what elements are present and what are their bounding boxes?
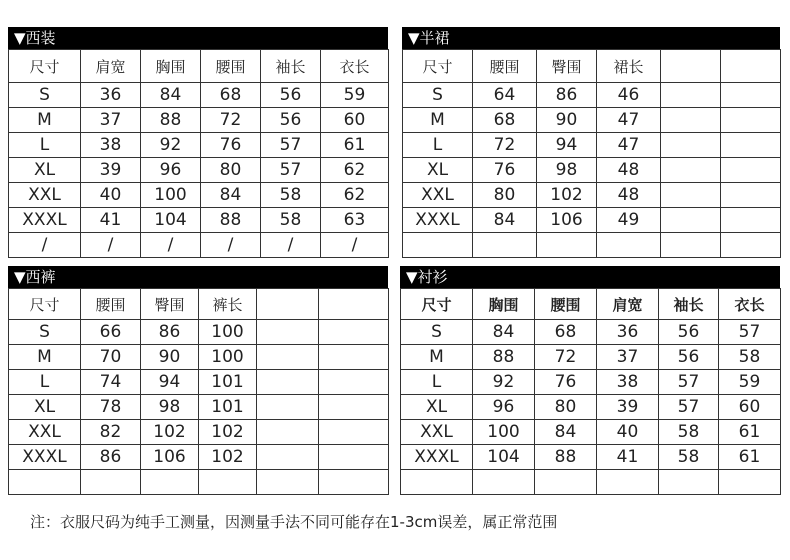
measurement-cell xyxy=(661,208,721,233)
column-header: 腰围 xyxy=(201,50,261,83)
measurement-cell: 84 xyxy=(473,320,535,345)
measurement-cell: 40 xyxy=(597,420,659,445)
measurement-cell: 100 xyxy=(141,183,201,208)
size-label-cell: L xyxy=(401,370,473,395)
size-label-cell: L xyxy=(403,133,473,158)
measurement-cell: 98 xyxy=(141,395,199,420)
measurement-cell: 48 xyxy=(597,158,661,183)
measurement-cell xyxy=(319,420,389,445)
size-label-cell: XL xyxy=(403,158,473,183)
measurement-cell: 41 xyxy=(81,208,141,233)
table-row xyxy=(9,370,389,395)
measurement-cell: 90 xyxy=(537,108,597,133)
measurement-cell xyxy=(257,370,319,395)
measurement-cell: 104 xyxy=(141,208,201,233)
measurement-cell: / xyxy=(201,233,261,258)
size-label-cell: M xyxy=(403,108,473,133)
column-header: 衣长 xyxy=(719,289,781,320)
measurement-cell xyxy=(535,470,597,495)
measurement-cell: 70 xyxy=(81,345,141,370)
measurement-cell: 57 xyxy=(261,158,321,183)
measurement-cell: 76 xyxy=(535,370,597,395)
measurement-cell xyxy=(721,233,781,258)
measurement-cell: 61 xyxy=(719,445,781,470)
measurement-cell: 88 xyxy=(473,345,535,370)
size-label-cell: XL xyxy=(9,395,81,420)
table-row xyxy=(9,470,389,495)
measurement-cell xyxy=(319,320,389,345)
measurement-cell: 80 xyxy=(535,395,597,420)
shirt-size-panel xyxy=(400,266,780,495)
measurement-cell xyxy=(661,83,721,108)
size-label-cell: S xyxy=(403,83,473,108)
measurement-cell: 64 xyxy=(473,83,537,108)
measurement-cell xyxy=(473,470,535,495)
table-row xyxy=(401,345,781,370)
measurement-cell: 49 xyxy=(597,208,661,233)
measurement-cell: 102 xyxy=(537,183,597,208)
measurement-cell: 102 xyxy=(199,445,257,470)
measurement-cell: 66 xyxy=(81,320,141,345)
skirt-size-panel xyxy=(402,27,780,258)
table-row xyxy=(403,183,781,208)
measurement-cell: 41 xyxy=(597,445,659,470)
measurement-footnote: 注：衣服尺码为纯手工测量，因测量手法不同可能存在1-3cm误差，属正常范围 xyxy=(30,513,558,531)
measurement-cell: 78 xyxy=(81,395,141,420)
measurement-cell: 57 xyxy=(261,133,321,158)
measurement-cell: 47 xyxy=(597,108,661,133)
measurement-cell: 58 xyxy=(261,208,321,233)
table-header-row xyxy=(401,289,781,320)
size-label-cell: XXL xyxy=(9,420,81,445)
column-header: 臀围 xyxy=(537,50,597,83)
size-label-cell: L xyxy=(9,370,81,395)
measurement-cell: 88 xyxy=(141,108,201,133)
size-label-cell: L xyxy=(9,133,81,158)
column-header: 腰围 xyxy=(81,289,141,320)
measurement-cell: 38 xyxy=(81,133,141,158)
shirt-table-title: ▼衬衫 xyxy=(400,266,780,288)
table-header-row xyxy=(403,50,781,83)
measurement-cell: 84 xyxy=(535,420,597,445)
measurement-cell: 36 xyxy=(597,320,659,345)
measurement-cell: 72 xyxy=(473,133,537,158)
measurement-cell: 84 xyxy=(201,183,261,208)
measurement-cell xyxy=(537,233,597,258)
measurement-cell: 62 xyxy=(321,183,389,208)
table-row xyxy=(9,233,389,258)
table-row xyxy=(401,445,781,470)
size-label-cell: XL xyxy=(9,158,81,183)
table-row xyxy=(9,83,389,108)
measurement-cell: 84 xyxy=(141,83,201,108)
size-label-cell: XXXL xyxy=(9,445,81,470)
measurement-cell: 56 xyxy=(261,83,321,108)
table-row xyxy=(401,370,781,395)
size-label-cell: XXL xyxy=(401,420,473,445)
measurement-cell: 60 xyxy=(321,108,389,133)
measurement-cell: 84 xyxy=(473,208,537,233)
size-label-cell: S xyxy=(9,83,81,108)
table-row xyxy=(401,470,781,495)
measurement-cell: 57 xyxy=(719,320,781,345)
measurement-cell: 59 xyxy=(719,370,781,395)
measurement-cell: 106 xyxy=(141,445,199,470)
measurement-cell: 39 xyxy=(81,158,141,183)
measurement-cell: / xyxy=(261,233,321,258)
size-label-cell: S xyxy=(401,320,473,345)
measurement-cell: 92 xyxy=(473,370,535,395)
column-header: 腰围 xyxy=(535,289,597,320)
measurement-cell: 94 xyxy=(537,133,597,158)
table-row xyxy=(403,133,781,158)
measurement-cell: 102 xyxy=(141,420,199,445)
column-header xyxy=(257,289,319,320)
table-row xyxy=(9,345,389,370)
measurement-cell: 56 xyxy=(261,108,321,133)
measurement-cell xyxy=(141,470,199,495)
measurement-cell: / xyxy=(321,233,389,258)
table-row xyxy=(9,320,389,345)
measurement-cell xyxy=(257,420,319,445)
size-label-cell: M xyxy=(401,345,473,370)
measurement-cell: 72 xyxy=(535,345,597,370)
measurement-cell: 61 xyxy=(321,133,389,158)
measurement-cell xyxy=(721,183,781,208)
suit-size-table xyxy=(8,49,389,258)
table-row xyxy=(403,208,781,233)
measurement-cell: 94 xyxy=(141,370,199,395)
measurement-cell xyxy=(661,158,721,183)
measurement-cell: 68 xyxy=(473,108,537,133)
table-row xyxy=(9,183,389,208)
measurement-cell xyxy=(597,233,661,258)
measurement-cell xyxy=(319,445,389,470)
measurement-cell: 60 xyxy=(719,395,781,420)
table-header-row xyxy=(9,289,389,320)
measurement-cell xyxy=(661,133,721,158)
measurement-cell xyxy=(661,233,721,258)
measurement-cell xyxy=(319,395,389,420)
measurement-cell: 36 xyxy=(81,83,141,108)
measurement-cell: 48 xyxy=(597,183,661,208)
measurement-cell xyxy=(199,470,257,495)
table-row xyxy=(9,208,389,233)
measurement-cell xyxy=(257,470,319,495)
measurement-cell: 88 xyxy=(201,208,261,233)
column-header: 袖长 xyxy=(659,289,719,320)
measurement-cell: 88 xyxy=(535,445,597,470)
shirt-size-table xyxy=(400,288,781,495)
measurement-cell: 37 xyxy=(81,108,141,133)
measurement-cell: 59 xyxy=(321,83,389,108)
measurement-cell: 86 xyxy=(141,320,199,345)
measurement-cell xyxy=(319,370,389,395)
measurement-cell xyxy=(721,108,781,133)
measurement-cell: / xyxy=(141,233,201,258)
table-row xyxy=(9,420,389,445)
measurement-cell: 62 xyxy=(321,158,389,183)
size-label-cell: XXXL xyxy=(403,208,473,233)
measurement-cell: 86 xyxy=(537,83,597,108)
measurement-cell: 61 xyxy=(719,420,781,445)
measurement-cell: 38 xyxy=(597,370,659,395)
measurement-cell xyxy=(721,83,781,108)
measurement-cell: 101 xyxy=(199,370,257,395)
measurement-cell xyxy=(719,470,781,495)
table-row xyxy=(403,83,781,108)
measurement-cell: 100 xyxy=(473,420,535,445)
size-label-cell: S xyxy=(9,320,81,345)
column-header: 肩宽 xyxy=(81,50,141,83)
measurement-cell: 58 xyxy=(719,345,781,370)
skirt-table-title: ▼半裙 xyxy=(402,27,780,49)
measurement-cell: 80 xyxy=(201,158,261,183)
measurement-cell xyxy=(721,208,781,233)
measurement-cell: 58 xyxy=(659,445,719,470)
measurement-cell: 40 xyxy=(81,183,141,208)
table-row xyxy=(403,233,781,258)
measurement-cell: 82 xyxy=(81,420,141,445)
measurement-cell: 58 xyxy=(261,183,321,208)
measurement-cell: 72 xyxy=(201,108,261,133)
size-label-cell: / xyxy=(9,233,81,258)
column-header: 尺寸 xyxy=(403,50,473,83)
table-row xyxy=(9,133,389,158)
column-header xyxy=(319,289,389,320)
size-label-cell: XXXL xyxy=(401,445,473,470)
table-row xyxy=(401,320,781,345)
measurement-cell xyxy=(257,445,319,470)
measurement-cell: 98 xyxy=(537,158,597,183)
size-label-cell: XXL xyxy=(403,183,473,208)
measurement-cell xyxy=(319,345,389,370)
measurement-cell: 101 xyxy=(199,395,257,420)
size-label-cell: M xyxy=(9,108,81,133)
measurement-cell: 96 xyxy=(473,395,535,420)
column-header: 臀围 xyxy=(141,289,199,320)
measurement-cell xyxy=(473,233,537,258)
table-row xyxy=(9,445,389,470)
measurement-cell: 63 xyxy=(321,208,389,233)
column-header: 裤长 xyxy=(199,289,257,320)
size-label-cell xyxy=(9,470,81,495)
measurement-cell: 76 xyxy=(201,133,261,158)
table-header-row xyxy=(9,50,389,83)
measurement-cell: 102 xyxy=(199,420,257,445)
measurement-cell: 100 xyxy=(199,345,257,370)
skirt-size-table xyxy=(402,49,781,258)
suit-table-title: ▼西装 xyxy=(8,27,388,49)
column-header: 肩宽 xyxy=(597,289,659,320)
measurement-cell: 47 xyxy=(597,133,661,158)
column-header: 腰围 xyxy=(473,50,537,83)
column-header: 胸围 xyxy=(473,289,535,320)
measurement-cell xyxy=(721,158,781,183)
measurement-cell: 86 xyxy=(81,445,141,470)
size-label-cell: XXL xyxy=(9,183,81,208)
measurement-cell xyxy=(257,345,319,370)
measurement-cell xyxy=(597,470,659,495)
measurement-cell: 57 xyxy=(659,370,719,395)
measurement-cell: 92 xyxy=(141,133,201,158)
column-header xyxy=(721,50,781,83)
measurement-cell xyxy=(319,470,389,495)
column-header: 袖长 xyxy=(261,50,321,83)
column-header: 裙长 xyxy=(597,50,661,83)
measurement-cell: 104 xyxy=(473,445,535,470)
measurement-cell: 74 xyxy=(81,370,141,395)
column-header xyxy=(661,50,721,83)
measurement-cell xyxy=(81,470,141,495)
measurement-cell: 90 xyxy=(141,345,199,370)
column-header: 尺寸 xyxy=(9,289,81,320)
measurement-cell: 76 xyxy=(473,158,537,183)
size-label-cell xyxy=(401,470,473,495)
table-row xyxy=(403,158,781,183)
measurement-cell: 57 xyxy=(659,395,719,420)
measurement-cell: 96 xyxy=(141,158,201,183)
size-label-cell: XL xyxy=(401,395,473,420)
size-label-cell: M xyxy=(9,345,81,370)
measurement-cell: 37 xyxy=(597,345,659,370)
column-header: 尺寸 xyxy=(401,289,473,320)
measurement-cell xyxy=(257,320,319,345)
column-header: 衣长 xyxy=(321,50,389,83)
measurement-cell xyxy=(721,133,781,158)
measurement-cell xyxy=(659,470,719,495)
measurement-cell: / xyxy=(81,233,141,258)
size-label-cell: XXXL xyxy=(9,208,81,233)
table-row xyxy=(401,420,781,445)
size-label-cell xyxy=(403,233,473,258)
measurement-cell: 46 xyxy=(597,83,661,108)
measurement-cell xyxy=(661,183,721,208)
table-row xyxy=(401,395,781,420)
pants-size-table xyxy=(8,288,389,495)
measurement-cell: 68 xyxy=(201,83,261,108)
measurement-cell: 56 xyxy=(659,320,719,345)
table-row xyxy=(9,395,389,420)
table-row xyxy=(9,108,389,133)
table-row xyxy=(9,158,389,183)
suit-size-panel xyxy=(8,27,388,258)
measurement-cell: 100 xyxy=(199,320,257,345)
measurement-cell xyxy=(257,395,319,420)
measurement-cell: 58 xyxy=(659,420,719,445)
measurement-cell: 68 xyxy=(535,320,597,345)
table-row xyxy=(403,108,781,133)
measurement-cell: 39 xyxy=(597,395,659,420)
column-header: 尺寸 xyxy=(9,50,81,83)
pants-size-panel xyxy=(8,266,388,495)
measurement-cell xyxy=(661,108,721,133)
column-header: 胸围 xyxy=(141,50,201,83)
measurement-cell: 106 xyxy=(537,208,597,233)
measurement-cell: 56 xyxy=(659,345,719,370)
pants-table-title: ▼西裤 xyxy=(8,266,388,288)
measurement-cell: 80 xyxy=(473,183,537,208)
